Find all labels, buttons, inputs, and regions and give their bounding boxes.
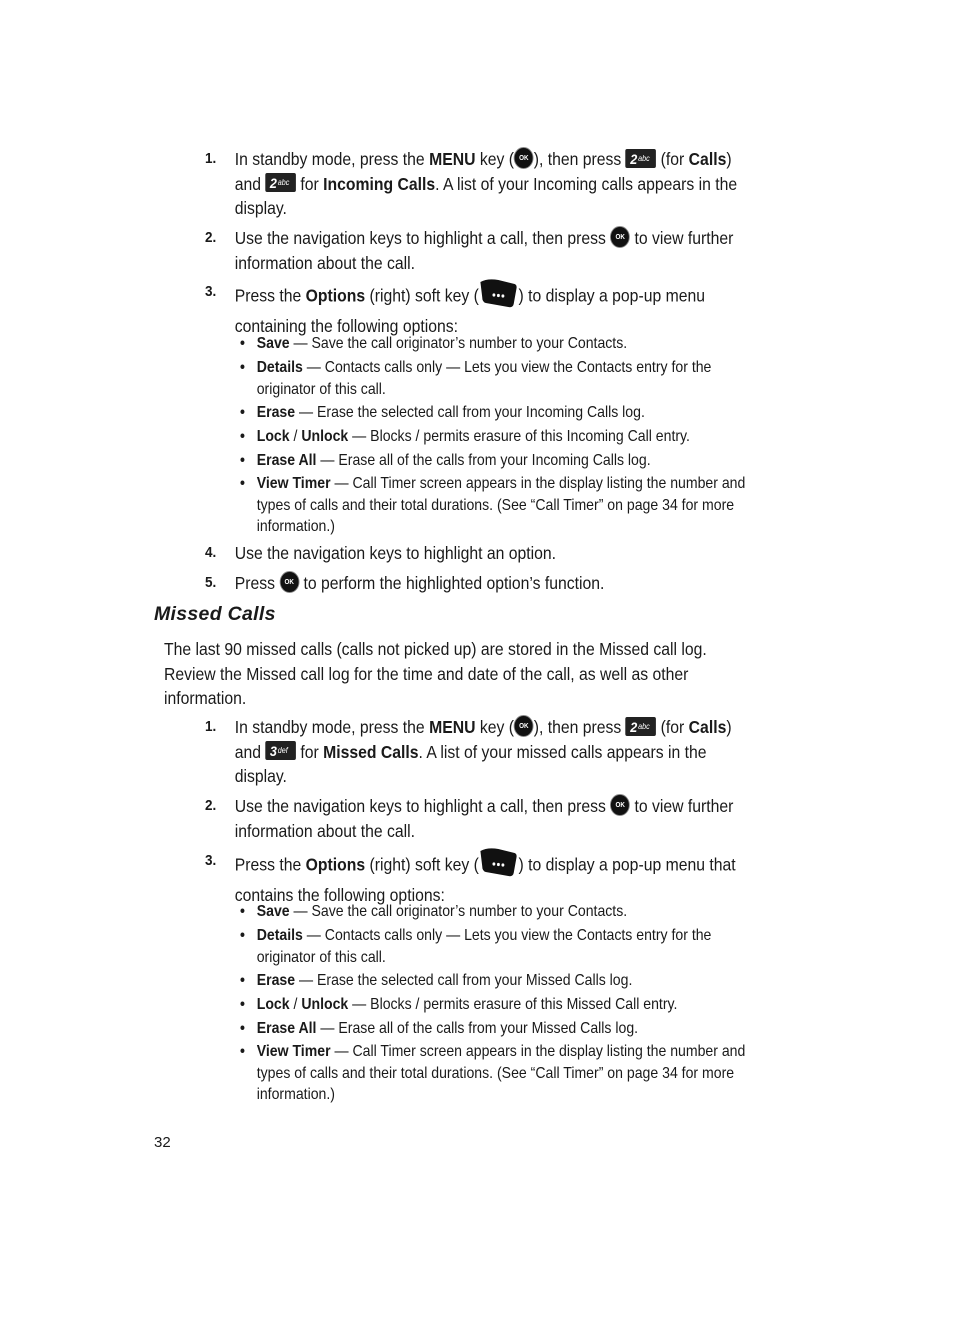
key-2-abc-icon: 2abc — [626, 149, 657, 168]
bullet-text — [257, 925, 712, 968]
bold-term: Lock — [256, 996, 290, 1013]
key-3-def-icon: 3def — [265, 741, 296, 760]
step-line — [235, 541, 556, 566]
bullet-text — [257, 473, 746, 538]
bullet-line — [257, 901, 627, 923]
bold-term: Erase All — [256, 1020, 317, 1037]
bullet-line — [257, 426, 690, 448]
text-run: — Blocks / permits erasure of this Missed Call entry. — [348, 996, 678, 1013]
text-run: information about the call. — [234, 252, 416, 273]
text-run: (for — [656, 149, 689, 169]
bullet-dot: • — [240, 1020, 245, 1037]
step-number: 3. — [205, 283, 217, 300]
step-number: 4. — [205, 544, 217, 561]
text-run: (right) soft key ( — [365, 854, 479, 875]
ok-key-icon: OK — [279, 571, 299, 593]
bullet-text — [257, 1018, 638, 1040]
ok-key-icon: OK — [610, 794, 630, 816]
bullet-line — [257, 1018, 638, 1040]
text-run: In standby mode, press the — [234, 149, 430, 169]
bullet-dot: • — [240, 1043, 245, 1060]
bullet-dot: • — [240, 428, 245, 445]
bold-term: Incoming Calls — [323, 173, 436, 194]
intro-line: The last 90 missed calls (calls not picked up) are stored in the Missed call log. — [164, 639, 707, 659]
step-line — [235, 280, 705, 314]
bold-term: View Timer — [256, 475, 331, 492]
ok-key-icon: OK — [610, 226, 630, 248]
step-number: 1. — [205, 150, 217, 167]
step-line — [235, 226, 734, 251]
text-run: ) to display a pop-up menu — [518, 285, 705, 306]
text-run: to view further — [630, 796, 734, 816]
text-run: display. — [234, 198, 287, 218]
step-line — [235, 794, 734, 819]
step-number: 5. — [205, 574, 217, 591]
text-run: — Contacts calls only — Lets you view the Contacts entry for the — [302, 359, 712, 376]
text-run: key ( — [475, 717, 514, 737]
text-run: for — [295, 741, 324, 762]
bullet-dot: • — [240, 452, 245, 469]
bold-term: Unlock — [301, 428, 349, 445]
bold-term: Erase — [256, 404, 296, 421]
intro-line: Review the Missed call log for the time and date of the call, as well as other — [164, 663, 689, 684]
bold-term: MENU — [429, 149, 476, 169]
bold-term: Erase — [256, 972, 296, 989]
bullet-text — [257, 901, 627, 923]
bullet-line — [257, 333, 627, 355]
text-run: ), then press — [533, 717, 626, 737]
text-run: (for — [656, 717, 689, 737]
text-run: and — [234, 173, 266, 194]
ok-key-icon: OK — [514, 147, 534, 169]
step-line — [235, 715, 732, 740]
bold-term: Missed Calls — [323, 741, 419, 762]
step-number: 1. — [205, 718, 217, 735]
text-run: — Erase all of the calls from your Missed Calls log. — [316, 1020, 639, 1037]
step-text — [235, 147, 737, 221]
bullet-line — [257, 402, 645, 424]
bullet-dot: • — [240, 335, 245, 352]
step-text — [235, 849, 736, 908]
bullet-line — [257, 970, 633, 992]
bullet-line — [257, 1041, 746, 1063]
text-run: information.) — [256, 518, 335, 535]
text-run: types of calls and their total durations. (See “Call Timer” on page 34 for more — [256, 496, 735, 514]
bullet-text — [257, 994, 678, 1016]
bullet-dot: • — [240, 972, 245, 989]
bullet-line — [257, 357, 712, 379]
text-run: ) — [726, 149, 732, 169]
text-run: — Save the call originator’s number to your Contacts. — [289, 335, 628, 352]
bold-term: Options — [305, 854, 366, 875]
text-run: Use the navigation keys to highlight an option. — [234, 543, 557, 563]
step-line — [235, 849, 736, 883]
text-run: and — [234, 741, 266, 762]
bullet-dot: • — [240, 475, 245, 492]
text-run: Press the — [234, 854, 306, 875]
text-run: Use the navigation keys to highlight a call, then press — [234, 228, 611, 248]
text-run: to view further — [630, 228, 734, 248]
bullet-text — [257, 426, 690, 448]
step-text — [235, 571, 605, 596]
text-run: contains the following options: — [234, 885, 445, 905]
step-text — [235, 541, 556, 566]
bullet-text — [257, 970, 633, 992]
bullet-text — [257, 1041, 746, 1106]
bullet-line — [257, 495, 746, 517]
bold-term: Details — [256, 927, 303, 944]
bullet-text — [257, 333, 627, 355]
step-line — [235, 172, 737, 197]
bullet-text — [257, 357, 712, 400]
text-run: originator of this call. — [256, 948, 386, 966]
bold-term: Erase All — [256, 452, 317, 469]
key-2-abc-icon: 2abc — [626, 717, 657, 736]
bullet-line — [257, 379, 712, 401]
step-number: 3. — [205, 852, 217, 869]
text-run: — Contacts calls only — Lets you view the Contacts entry for the — [302, 927, 712, 944]
step-line — [235, 571, 605, 596]
text-run: Press the — [234, 285, 306, 306]
text-run: Use the navigation keys to highlight a call, then press — [234, 796, 611, 816]
text-run: containing the following options: — [234, 316, 458, 336]
step-text — [235, 794, 734, 843]
bullet-text — [257, 450, 651, 472]
text-run: originator of this call. — [256, 380, 386, 398]
bullet-line — [257, 994, 678, 1016]
bullet-dot: • — [240, 927, 245, 944]
bullet-text — [257, 402, 645, 424]
bold-term: Details — [256, 359, 303, 376]
step-line — [235, 196, 737, 221]
bold-term: Calls — [688, 149, 727, 169]
text-run: — Erase all of the calls from your Incoming Calls log. — [316, 452, 651, 469]
right-soft-key-icon — [479, 845, 519, 879]
text-run: — Erase the selected call from your Missed Calls log. — [295, 972, 633, 989]
missed-calls-intro — [164, 637, 707, 711]
text-run: (right) soft key ( — [365, 285, 479, 306]
text-run: — Call Timer screen appears in the display listing the number and — [330, 475, 746, 492]
text-run: to perform the highlighted option’s function. — [299, 573, 605, 593]
text-run: / — [289, 428, 302, 445]
step-text — [235, 715, 732, 789]
text-run: Press — [234, 573, 280, 593]
bold-term: Unlock — [301, 996, 349, 1013]
page-number: 32 — [154, 1134, 171, 1151]
text-run: — Save the call originator’s number to your Contacts. — [289, 903, 628, 920]
bold-term: Options — [305, 285, 366, 306]
step-line — [235, 740, 732, 765]
bold-term: Save — [256, 335, 290, 352]
missed-calls-heading: Missed Calls — [154, 603, 276, 625]
text-run: information about the call. — [234, 820, 416, 841]
text-run: — Erase the selected call from your Incoming Calls log. — [295, 404, 645, 421]
bullet-line — [257, 450, 651, 472]
right-soft-key-icon — [479, 276, 519, 310]
bullet-dot: • — [240, 359, 245, 376]
bullet-dot: • — [240, 996, 245, 1013]
bullet-line — [257, 473, 746, 495]
bullet-line — [257, 925, 712, 947]
text-run: ), then press — [533, 149, 626, 169]
bold-term: Lock — [256, 428, 290, 445]
bold-term: View Timer — [256, 1043, 331, 1060]
bullet-line — [257, 1084, 746, 1106]
bullet-dot: • — [240, 903, 245, 920]
step-line — [235, 251, 734, 276]
text-run: In standby mode, press the — [234, 717, 430, 737]
text-run: / — [289, 996, 302, 1013]
text-run: for — [295, 173, 324, 194]
step-text — [235, 280, 705, 339]
step-number: 2. — [205, 229, 217, 246]
text-run: ) — [726, 717, 732, 737]
step-line — [235, 147, 737, 172]
bullet-line — [257, 516, 746, 538]
step-number: 2. — [205, 797, 217, 814]
bold-term: Save — [256, 903, 290, 920]
text-run: — Blocks / permits erasure of this Incoming Call entry. — [348, 428, 690, 445]
intro-line: information. — [164, 688, 247, 708]
text-run: . A list of your missed calls appears in the — [418, 741, 707, 762]
text-run: information.) — [256, 1086, 335, 1103]
bullet-dot: • — [240, 404, 245, 421]
key-2-abc-icon: 2abc — [265, 173, 296, 192]
text-run: display. — [234, 766, 287, 786]
bullet-line — [257, 1063, 746, 1085]
text-run: ) to display a pop-up menu that — [518, 854, 736, 875]
text-run: — Call Timer screen appears in the display listing the number and — [330, 1043, 746, 1060]
step-line — [235, 764, 732, 789]
bold-term: MENU — [429, 717, 476, 737]
text-run: key ( — [475, 149, 514, 169]
text-run: . A list of your Incoming calls appears in the — [435, 173, 738, 194]
step-text — [235, 226, 734, 275]
text-run: types of calls and their total durations. (See “Call Timer” on page 34 for more — [256, 1064, 735, 1082]
ok-key-icon: OK — [514, 715, 534, 737]
step-line — [235, 819, 734, 844]
bold-term: Calls — [688, 717, 727, 737]
bullet-line — [257, 947, 712, 969]
